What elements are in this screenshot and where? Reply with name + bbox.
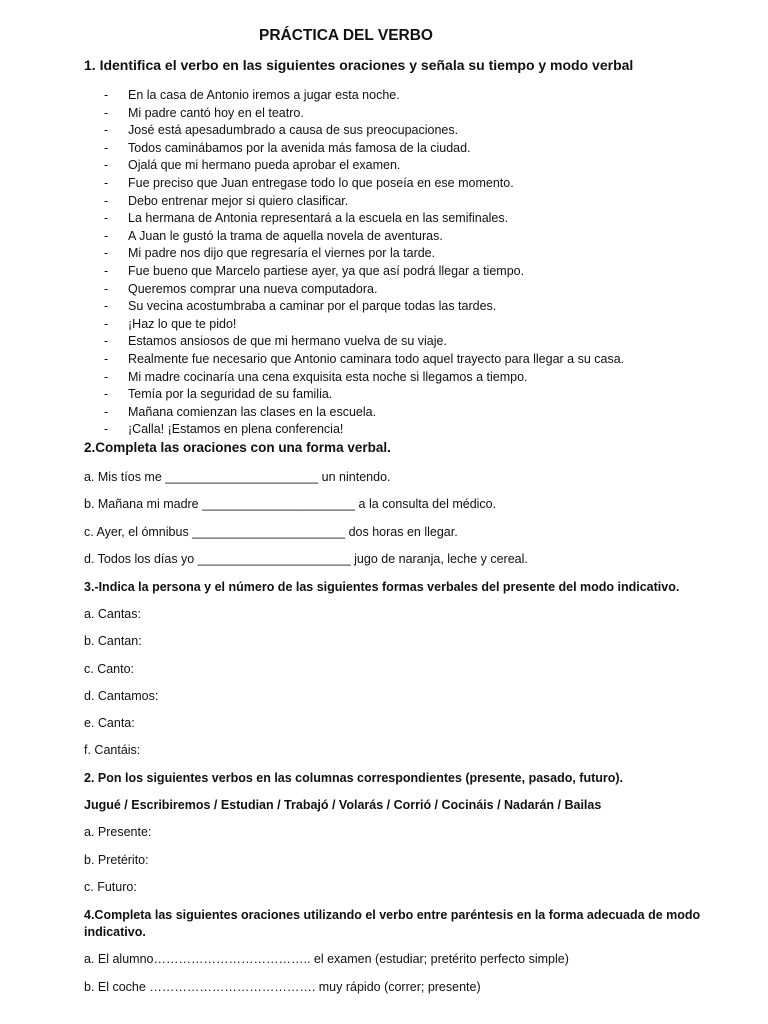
tense-column-item: a. Presente: <box>84 825 152 839</box>
list-item: - Su vecina acostumbraba a caminar por el parque todas las tardes. <box>104 299 497 314</box>
complete-sentence: b. El coche …………………………………. muy rápido (correr; presente) <box>84 980 481 994</box>
verb-form-item: b. Cantan: <box>84 634 142 648</box>
section1-heading: 1. Identifica el verbo en las siguientes oraciones y señala su tiempo y modo verbal <box>84 57 634 73</box>
list-item: - Todos caminábamos por la avenida más famosa de la ciudad. <box>104 140 471 155</box>
list-item: - Ojalá que mi hermano pueda aprobar el examen. <box>104 158 401 173</box>
list-item: - Mi padre nos dijo que regresaría el viernes por la tarde. <box>104 246 436 261</box>
list-item: - Debo entrenar mejor si quiero clasificar. <box>104 193 349 208</box>
fill-in-sentence: b. Mañana mi madre ______________________ a la consulta del médico. <box>84 497 497 511</box>
list-item: - Temía por la seguridad de su familia. <box>104 387 333 402</box>
list-item: - Fue bueno que Marcelo partiese ayer, ya que así podrá llegar a tiempo. <box>104 263 525 278</box>
list-item: - A Juan le gustó la trama de aquella novela de aventuras. <box>104 228 443 243</box>
list-item: - Realmente fue necesario que Antonio caminara todo aquel trayecto para llegar a su casa. <box>104 351 625 366</box>
list-item: - En la casa de Antonio iremos a jugar esta noche. <box>104 88 400 102</box>
tense-column-item: c. Futuro: <box>84 880 137 894</box>
verb-form-item: a. Cantas: <box>84 607 141 621</box>
list-item: - ¡Calla! ¡Estamos en plena conferencia! <box>104 422 344 437</box>
complete-sentence: a. El alumno……………………………….. el examen (estudiar; pretérito perfecto simple) <box>84 952 569 966</box>
fill-in-sentence: a. Mis tíos me ______________________ un nintendo. <box>84 470 391 484</box>
section2-heading: 2.Completa las oraciones con una forma verbal. <box>84 440 391 455</box>
page-title: PRÁCTICA DEL VERBO <box>259 27 433 44</box>
section3-heading: 3.-Indica la persona y el número de las siguientes formas verbales del presente del modo indicativo. <box>84 580 680 594</box>
verb-form-item: e. Canta: <box>84 716 135 730</box>
section4-heading: 2. Pon los siguientes verbos en las columnas correspondientes (presente, pasado, futuro). <box>84 771 624 785</box>
verb-form-item: f. Cantáis: <box>84 743 141 757</box>
section5-heading: 4.Completa las siguientes oraciones utilizando el verbo entre paréntesis en la forma adecuada de modo indicativo. <box>84 908 701 939</box>
list-item: - Mañana comienzan las clases en la escuela. <box>104 404 377 419</box>
verb-list: Jugué / Escribiremos / Estudian / Trabajó / Volarás / Corrió / Cocináis / Nadarán / Bailas <box>84 798 602 812</box>
section1-sentence-list <box>104 87 624 439</box>
verb-form-item: d. Cantamos: <box>84 689 159 703</box>
tense-column-item: b. Pretérito: <box>84 853 149 867</box>
fill-in-sentence: d. Todos los días yo ______________________ jugo de naranja, leche y cereal. <box>84 552 528 566</box>
list-item: - Mi madre cocinaría una cena exquisita esta noche si llegamos a tiempo. <box>104 369 528 384</box>
list-item: - Fue preciso que Juan entregase todo lo que poseía en ese momento. <box>104 175 514 190</box>
fill-in-sentence: c. Ayer, el ómnibus ______________________ dos horas en llegar. <box>84 525 458 539</box>
list-item: - ¡Haz lo que te pido! <box>104 316 237 331</box>
list-item: - Queremos comprar una nueva computadora. <box>104 281 378 296</box>
list-item: - José está apesadumbrado a causa de sus preocupaciones. <box>104 123 459 138</box>
list-item: - La hermana de Antonia representará a la escuela en las semifinales. <box>104 211 509 226</box>
list-item: - Mi padre cantó hoy en el teatro. <box>104 105 304 120</box>
list-item: - Estamos ansiosos de que mi hermano vuelva de su viaje. <box>104 334 447 349</box>
verb-form-item: c. Canto: <box>84 662 135 676</box>
